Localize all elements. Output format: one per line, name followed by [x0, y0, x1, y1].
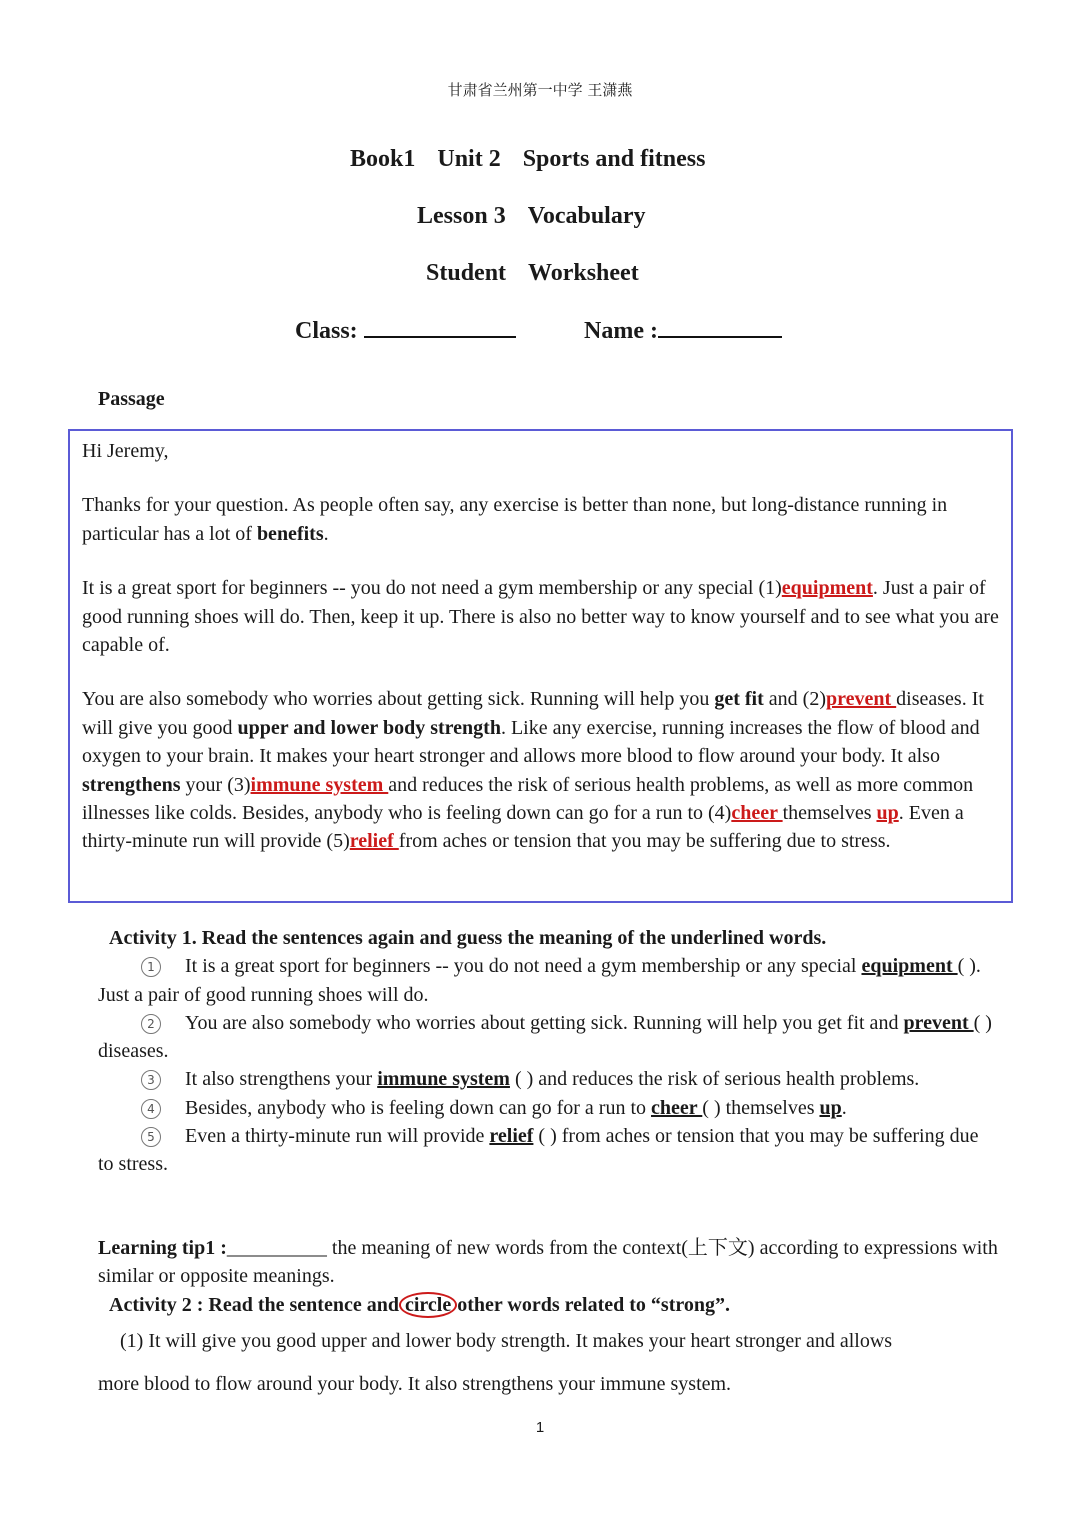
- activity-1-title: Activity 1. Read the sentences again and guess the meaning of the underlined words.: [109, 927, 827, 949]
- circled-number: 4: [141, 1099, 161, 1119]
- name-field-row: [584, 316, 782, 345]
- activity-1: [98, 924, 998, 1179]
- underlined-word: up: [819, 1096, 842, 1119]
- circled-word: circle: [399, 1292, 457, 1318]
- underlined-word: equipment: [861, 955, 958, 978]
- red-word-equipment: equipment: [781, 577, 873, 600]
- name-label: Name :: [584, 318, 658, 344]
- learning-tip-1: [98, 1234, 998, 1291]
- red-word-cheer: cheer: [731, 802, 783, 825]
- passage-paragraph-3: You are also somebody who worries about getting sick. Running will help you get fit and (2)prevent diseases. It will give you good upper and lower body strength. Like any exercise, running increases the flow of blood and oxygen to your brain. It makes your heart stronger and allows more blood to flow around your body. It also strengthens your (3)immune system and reduces the risk of serious health problems, as well as more common illnesses like colds. Besides, anybody who is feeling down can go for a run to (4)cheer themselves up. Even a thirty-minute run will provide (5)relief from aches or tension that you may be suffering due to stress.: [82, 688, 984, 853]
- page-number: 1: [535, 1419, 545, 1436]
- title-book: Book1: [350, 146, 416, 172]
- activity-1-item: 3 It also strengthens your immune system ( ) and reduces the risk of serious health problems.: [98, 1065, 998, 1093]
- passage-text: [82, 437, 1007, 856]
- bold-get-fit: get fit: [714, 688, 764, 711]
- title-topic: Sports and fitness: [522, 146, 706, 172]
- activity-2-sentence-line-1: (1) It will give you good upper and lower body strength. It makes your heart stronger and allows: [120, 1330, 893, 1352]
- red-word-prevent: prevent: [825, 688, 897, 711]
- page-header: 甘肃省兰州第一中学 王潇燕: [447, 81, 633, 99]
- learning-tip-blank: __________: [226, 1237, 327, 1259]
- underlined-word: relief: [489, 1125, 534, 1148]
- passage-paragraph-1: Thanks for your question. As people often say, any exercise is better than none, but long-distance running in particular has a lot of benefits.: [82, 494, 948, 545]
- passage-greeting: Hi Jeremy,: [82, 440, 169, 462]
- title-unit: Unit 2: [437, 146, 501, 172]
- circled-number: 5: [141, 1127, 161, 1147]
- title-line-1: [350, 146, 705, 173]
- title-lesson: Lesson 3: [417, 203, 506, 229]
- activity-1-item: 1 It is a great sport for beginners -- you do not need a gym membership or any special equipment ( ). Just a pair of good running shoes will do.: [98, 955, 981, 1006]
- red-word-immune-system: immune system: [250, 773, 389, 796]
- name-blank[interactable]: [658, 316, 782, 338]
- activity-2-sentence-line-2: more blood to flow around your body. It also strengthens your immune system.: [98, 1373, 732, 1395]
- underlined-word: immune system: [377, 1068, 510, 1091]
- circled-number: 2: [141, 1014, 161, 1034]
- red-word-relief: relief: [349, 830, 399, 853]
- learning-tip-text: the meaning of new words from the context(上下文) according to expressions with similar or opposite meanings.: [98, 1237, 998, 1288]
- title-worksheet: Worksheet: [528, 260, 639, 286]
- circled-number: 1: [141, 957, 161, 977]
- passage-label: Passage: [98, 388, 165, 410]
- passage-paragraph-2: It is a great sport for beginners -- you do not need a gym membership or any special (1)equipment. Just a pair of good running shoes will do. Then, keep it up. There is also no better way to know yourself and to see what you are capable of.: [82, 577, 999, 657]
- title-line-2: [417, 203, 645, 230]
- underlined-word: prevent: [903, 1011, 974, 1034]
- activity-1-item: 4 Besides, anybody who is feeling down can go for a run to cheer ( ) themselves up.: [98, 1094, 998, 1122]
- learning-tip-label: Learning tip1 :: [98, 1237, 227, 1259]
- class-field-row: [295, 316, 516, 345]
- underlined-word: cheer: [651, 1096, 703, 1119]
- title-vocabulary: Vocabulary: [527, 203, 646, 229]
- circled-number: 3: [141, 1070, 161, 1090]
- class-blank[interactable]: [364, 316, 516, 338]
- activity-2: [98, 1291, 998, 1319]
- activity-2-title: Activity 2 : Read the sentence and circle other words related to “strong”.: [109, 1294, 730, 1316]
- red-word-up: up: [876, 802, 899, 825]
- title-student: Student: [426, 260, 507, 286]
- bold-strengthens: strengthens: [82, 773, 181, 796]
- activity-1-item: 2 You are also somebody who worries about getting sick. Running will help you get fit and prevent ( ) diseases.: [98, 1011, 992, 1063]
- bold-benefits: benefits: [256, 522, 324, 545]
- bold-body-strength: upper and lower body strength: [237, 716, 501, 739]
- class-label: Class:: [295, 318, 358, 344]
- activity-1-item: 5 Even a thirty-minute run will provide relief ( ) from aches or tension that you may be suffering due to stress.: [98, 1125, 979, 1176]
- title-line-3: [426, 260, 639, 287]
